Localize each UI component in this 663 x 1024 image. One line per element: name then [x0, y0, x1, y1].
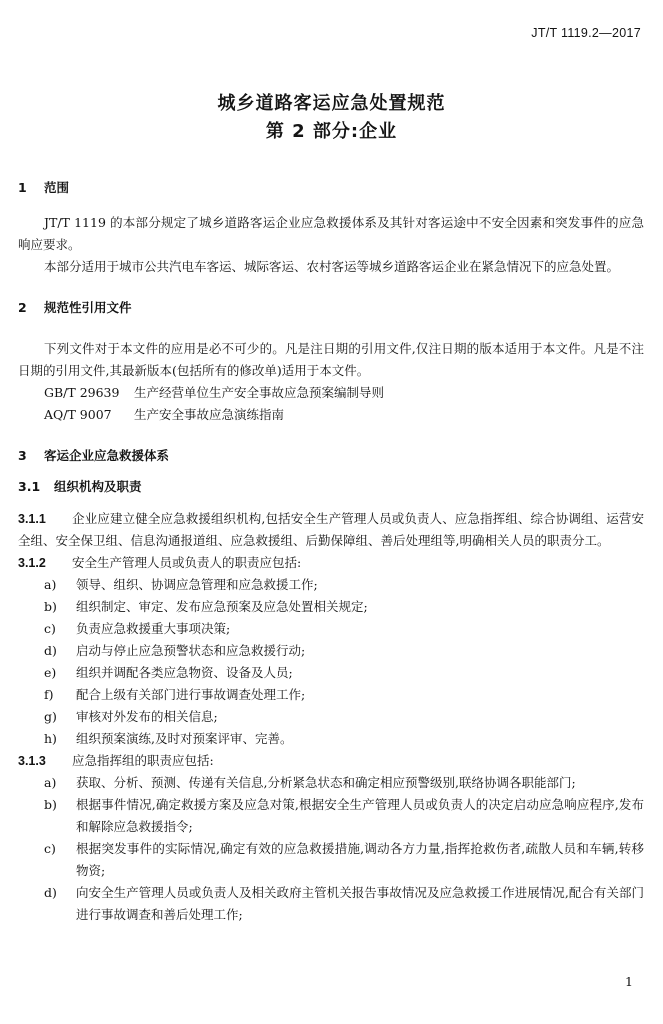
- list-item: [18, 640, 644, 662]
- section-1-paragraph-1: JT/T 1119 的本部分规定了城乡道路客运企业应急救援体系及其针对客运途中不安全因素和突发事件的应急响应要求。: [18, 215, 644, 252]
- section-number: 3: [18, 448, 27, 463]
- clause-text: 企业应建立健全应急救援组织机构,包括安全生产管理人员或负责人、应急指挥组、综合协调组、运营安全组、安全保卫组、信息沟通报道组、应急救援组、后勤保障组、善后处理组等,明确相关人员的职责分工。: [18, 511, 644, 548]
- section-2-paragraph-1: 下列文件对于本文件的应用是必不可少的。凡是注日期的引用文件,仅注日期的版本适用于本文件。凡是不注日期的引用文件,其最新版本(包括所有的修改单)适用于本文件。: [18, 341, 644, 378]
- reference-item: [18, 382, 644, 404]
- clause-number: 3.1.2: [18, 556, 46, 570]
- clause-3-1-1: [18, 508, 644, 552]
- section-1-heading: [18, 178, 644, 198]
- section-number: 2: [18, 300, 27, 315]
- clause-text: 应急指挥组的职责应包括:: [72, 753, 214, 768]
- reference-item: [18, 404, 644, 426]
- document-title: [0, 90, 663, 146]
- section-title: 范围: [44, 180, 70, 195]
- list-item-text: 配合上级有关部门进行事故调查处理工作;: [76, 687, 306, 702]
- list-item: [18, 882, 644, 926]
- list-item-label: c): [44, 621, 56, 636]
- list-item: [18, 838, 644, 882]
- list-item-label: h): [44, 731, 57, 746]
- list-item-text: 负责应急救援重大事项决策;: [76, 621, 231, 636]
- standard-code: JT/T 1119.2—2017: [531, 26, 641, 40]
- list-item-text: 领导、组织、协调应急管理和应急救援工作;: [76, 577, 318, 592]
- document-body: [18, 178, 644, 926]
- list-item-label: b): [44, 599, 57, 614]
- clause-3-1-2: [18, 552, 644, 574]
- list-item-label: d): [44, 885, 57, 900]
- list-item: [18, 684, 644, 706]
- list-item-text: 向安全生产管理人员或负责人及相关政府主管机关报告事故情况及应急救援工作进展情况,配合有关部门进行事故调查和善后处理工作;: [76, 885, 644, 922]
- reference-title: 生产经营单位生产安全事故应急预案编制导则: [134, 385, 385, 400]
- clause-number: 3.1.1: [18, 512, 46, 526]
- reference-code: GB/T 29639: [44, 385, 120, 400]
- subsection-title: 组织机构及职责: [54, 479, 142, 494]
- list-item: [18, 596, 644, 618]
- section-1-paragraph-2: 本部分适用于城市公共汽电车客运、城际客运、农村客运等城乡道路客运企业在紧急情况下的应急处置。: [44, 259, 620, 274]
- list-item: [18, 794, 644, 838]
- list-item-label: a): [44, 775, 57, 790]
- title-line-1: 城乡道路客运应急处置规范: [217, 93, 446, 114]
- list-item-label: f): [44, 687, 54, 702]
- list-item-label: c): [44, 841, 56, 856]
- clause-3-1-3: [18, 750, 644, 772]
- page-number: 1: [625, 974, 633, 989]
- list-item: [18, 662, 644, 684]
- section-title: 客运企业应急救援体系: [44, 448, 170, 463]
- list-item-text: 根据事件情况,确定救援方案及应急对策,根据安全生产管理人员或负责人的决定启动应急响应程序,发布和解除应急救援指令;: [76, 797, 644, 834]
- list-item-text: 组织并调配各类应急物资、设备及人员;: [76, 665, 293, 680]
- clause-text: 安全生产管理人员或负责人的职责应包括:: [72, 555, 302, 570]
- list-item-text: 审核对外发布的相关信息;: [76, 709, 218, 724]
- reference-code: AQ/T 9007: [44, 407, 112, 422]
- list-item-label: g): [44, 709, 57, 724]
- list-item: [18, 728, 644, 750]
- list-item-label: b): [44, 797, 57, 812]
- subsection-number: 3.1: [18, 479, 41, 494]
- list-item-label: d): [44, 643, 57, 658]
- list-item-text: 组织预案演练,及时对预案评审、完善。: [76, 731, 293, 746]
- reference-title: 生产安全事故应急演练指南: [134, 407, 285, 422]
- list-item-text: 组织制定、审定、发布应急预案及应急处置相关规定;: [76, 599, 368, 614]
- section-3-heading: [18, 446, 644, 466]
- subsection-3-1-heading: [18, 476, 644, 498]
- list-item-text: 获取、分析、预测、传递有关信息,分析紧急状态和确定相应预警级别,联络协调各职能部门;: [76, 775, 576, 790]
- list-item-label: e): [44, 665, 57, 680]
- list-item: [18, 618, 644, 640]
- list-item: [18, 574, 644, 596]
- list-item-label: a): [44, 577, 57, 592]
- section-number: 1: [18, 180, 27, 195]
- list-item-text: 启动与停止应急预警状态和应急救援行动;: [76, 643, 306, 658]
- clause-number: 3.1.3: [18, 754, 46, 768]
- list-item: [18, 706, 644, 728]
- section-title: 规范性引用文件: [44, 300, 132, 315]
- list-item: [18, 772, 644, 794]
- section-2-heading: [18, 298, 644, 318]
- title-line-2: 第 2 部分:企业: [265, 121, 398, 142]
- list-item-text: 根据突发事件的实际情况,确定有效的应急救援措施,调动各方力量,指挥抢救伤者,疏散人员和车辆,转移物资;: [76, 841, 644, 878]
